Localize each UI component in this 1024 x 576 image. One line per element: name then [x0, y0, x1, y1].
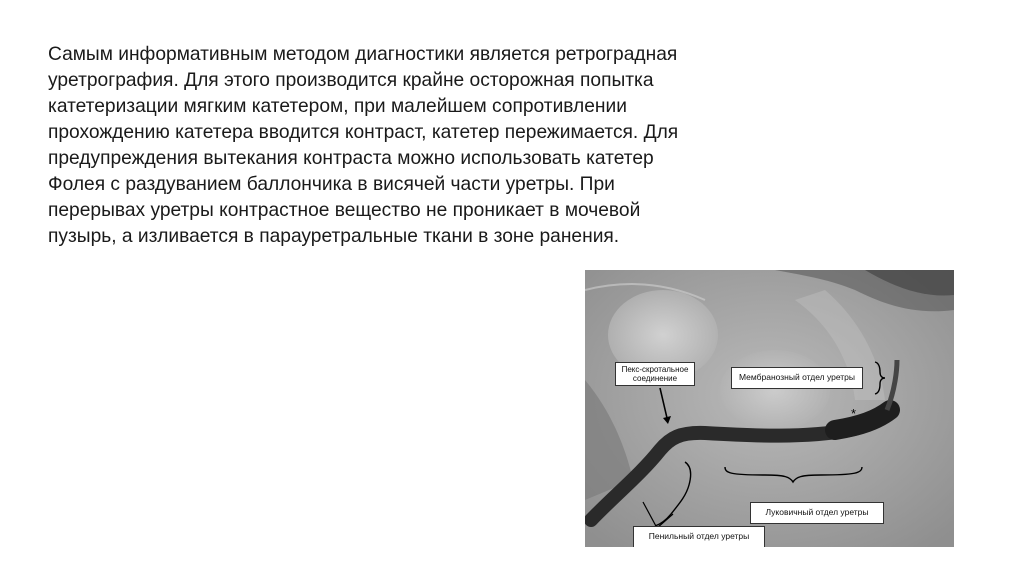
- body-text-line: Самым информативным методом диагностики является ретроградная: [48, 44, 678, 65]
- asterisk-marker: *: [851, 406, 857, 421]
- body-text-line: перерывах уретры контрастное вещество не проникает в мочевой: [48, 200, 641, 221]
- label-penile: Пенильный отдел уретры: [633, 526, 765, 547]
- label-bulbar: Луковичный отдел уретры: [750, 502, 884, 524]
- pubic-bone-center: [720, 350, 830, 430]
- urethrogram-image: [585, 270, 954, 547]
- label-pex-scrotal: Пекс-скротальное соединение: [615, 362, 695, 386]
- body-text-line: катетеризации мягким катетером, при малейшем сопротивлении: [48, 96, 627, 117]
- label-membranous: Мембранозный отдел уретры: [731, 367, 863, 389]
- body-text: [48, 42, 708, 250]
- body-text-line: Фолея с раздуванием баллончика в висячей части уретры. При: [48, 174, 615, 195]
- body-text-line: предупреждения вытекания контраста можно использовать катетер: [48, 148, 654, 169]
- body-text-line: прохождению катетера вводится контраст, катетер пережимается. Для: [48, 122, 679, 143]
- body-text-line: уретрография. Для этого производится крайне осторожная попытка: [48, 70, 654, 91]
- body-text-line: пузырь, а изливается в парауретральные ткани в зоне ранения.: [48, 226, 620, 247]
